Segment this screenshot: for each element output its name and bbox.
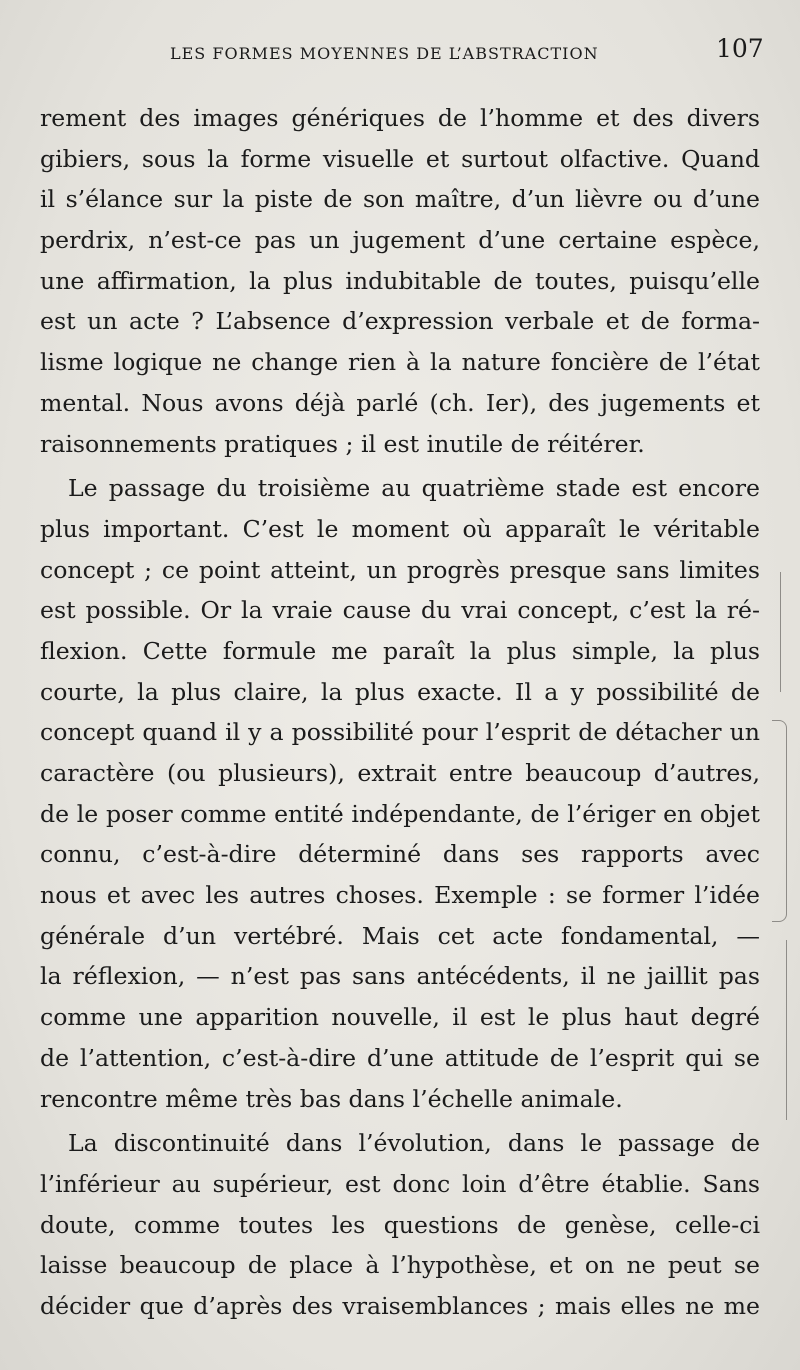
text-line: générale d’un vertébré. Mais cet acte fondamental, — bbox=[40, 921, 760, 950]
text-line: il s’élance sur la piste de son maître, d’un lièvre ou d’une bbox=[40, 185, 760, 214]
text-line: est possible. Or la vraie cause du vrai concept, c’est la ré- bbox=[40, 596, 760, 625]
text-line: courte, la plus claire, la plus exacte. Il a y possibilité de bbox=[40, 677, 760, 706]
text-line: perdrix, n’est-ce pas un jugement d’une certaine espèce, bbox=[40, 226, 760, 255]
margin-pencil-mark bbox=[772, 720, 787, 922]
text-line: Le passage du troisième au quatrième stade est encore bbox=[68, 474, 760, 503]
text-line: laisse beaucoup de place à l’hypothèse, et on ne peut se bbox=[40, 1251, 760, 1280]
margin-pencil-mark bbox=[782, 940, 787, 1120]
margin-pencil-mark bbox=[776, 572, 781, 692]
text-line: nous et avec les autres choses. Exemple : se former l’idée bbox=[40, 881, 760, 910]
text-line: décider que d’après des vraisemblances ; mais elles ne me bbox=[40, 1291, 760, 1320]
text-line: concept quand il y a possibilité pour l’esprit de détacher un bbox=[40, 718, 760, 747]
text-line: caractère (ou plusieurs), extrait entre beaucoup d’autres, bbox=[40, 759, 760, 787]
text-line: raisonnements pratiques ; il est inutile de réitérer. bbox=[40, 429, 645, 458]
text-line: La discontinuité dans l’évolution, dans le passage de bbox=[68, 1129, 760, 1158]
text-line: l’inférieur au supérieur, est donc loin d’être établie. Sans bbox=[40, 1169, 760, 1198]
text-line: connu, c’est-à-dire déterminé dans ses rapports avec bbox=[40, 840, 760, 869]
text-line: flexion. Cette formule me paraît la plus simple, la plus bbox=[40, 636, 760, 665]
paragraph-3 bbox=[40, 1123, 760, 1326]
text-line: doute, comme toutes les questions de genèse, celle-ci bbox=[40, 1210, 760, 1239]
text-line: plus important. C’est le moment où apparaît le véritable bbox=[40, 514, 760, 543]
text-line: rement des images génériques de l’homme et des divers bbox=[40, 104, 760, 132]
running-title: LES FORMES MOYENNES DE L’ABSTRACTION bbox=[170, 44, 599, 63]
page-number: 107 bbox=[716, 34, 764, 63]
paragraph-1 bbox=[40, 98, 760, 464]
paragraph-2 bbox=[40, 468, 760, 1119]
text-line: comme une apparition nouvelle, il est le plus haut degré bbox=[40, 1003, 760, 1032]
text-line: est un acte ? L’absence d’expression verbale et de forma- bbox=[40, 307, 760, 336]
body-text bbox=[40, 98, 760, 1327]
text-line: une affirmation, la plus indubitable de toutes, puisqu’elle bbox=[40, 266, 760, 295]
text-line: la réflexion, — n’est pas sans antécédents, il ne jaillit pas bbox=[40, 962, 760, 991]
text-line: gibiers, sous la forme visuelle et surtout olfactive. Quand bbox=[40, 144, 760, 173]
text-line: rencontre même très bas dans l’échelle animale. bbox=[40, 1084, 623, 1113]
text-line: de l’attention, c’est-à-dire d’une attitude de l’esprit qui se bbox=[40, 1043, 760, 1072]
text-line: de le poser comme entité indépendante, de l’ériger en objet bbox=[40, 799, 760, 828]
text-line: mental. Nous avons déjà parlé (ch. Ier), des jugements et bbox=[40, 388, 760, 417]
text-line: lisme logique ne change rien à la nature foncière de l’état bbox=[40, 348, 760, 377]
text-line: concept ; ce point atteint, un progrès presque sans limites bbox=[40, 555, 760, 584]
